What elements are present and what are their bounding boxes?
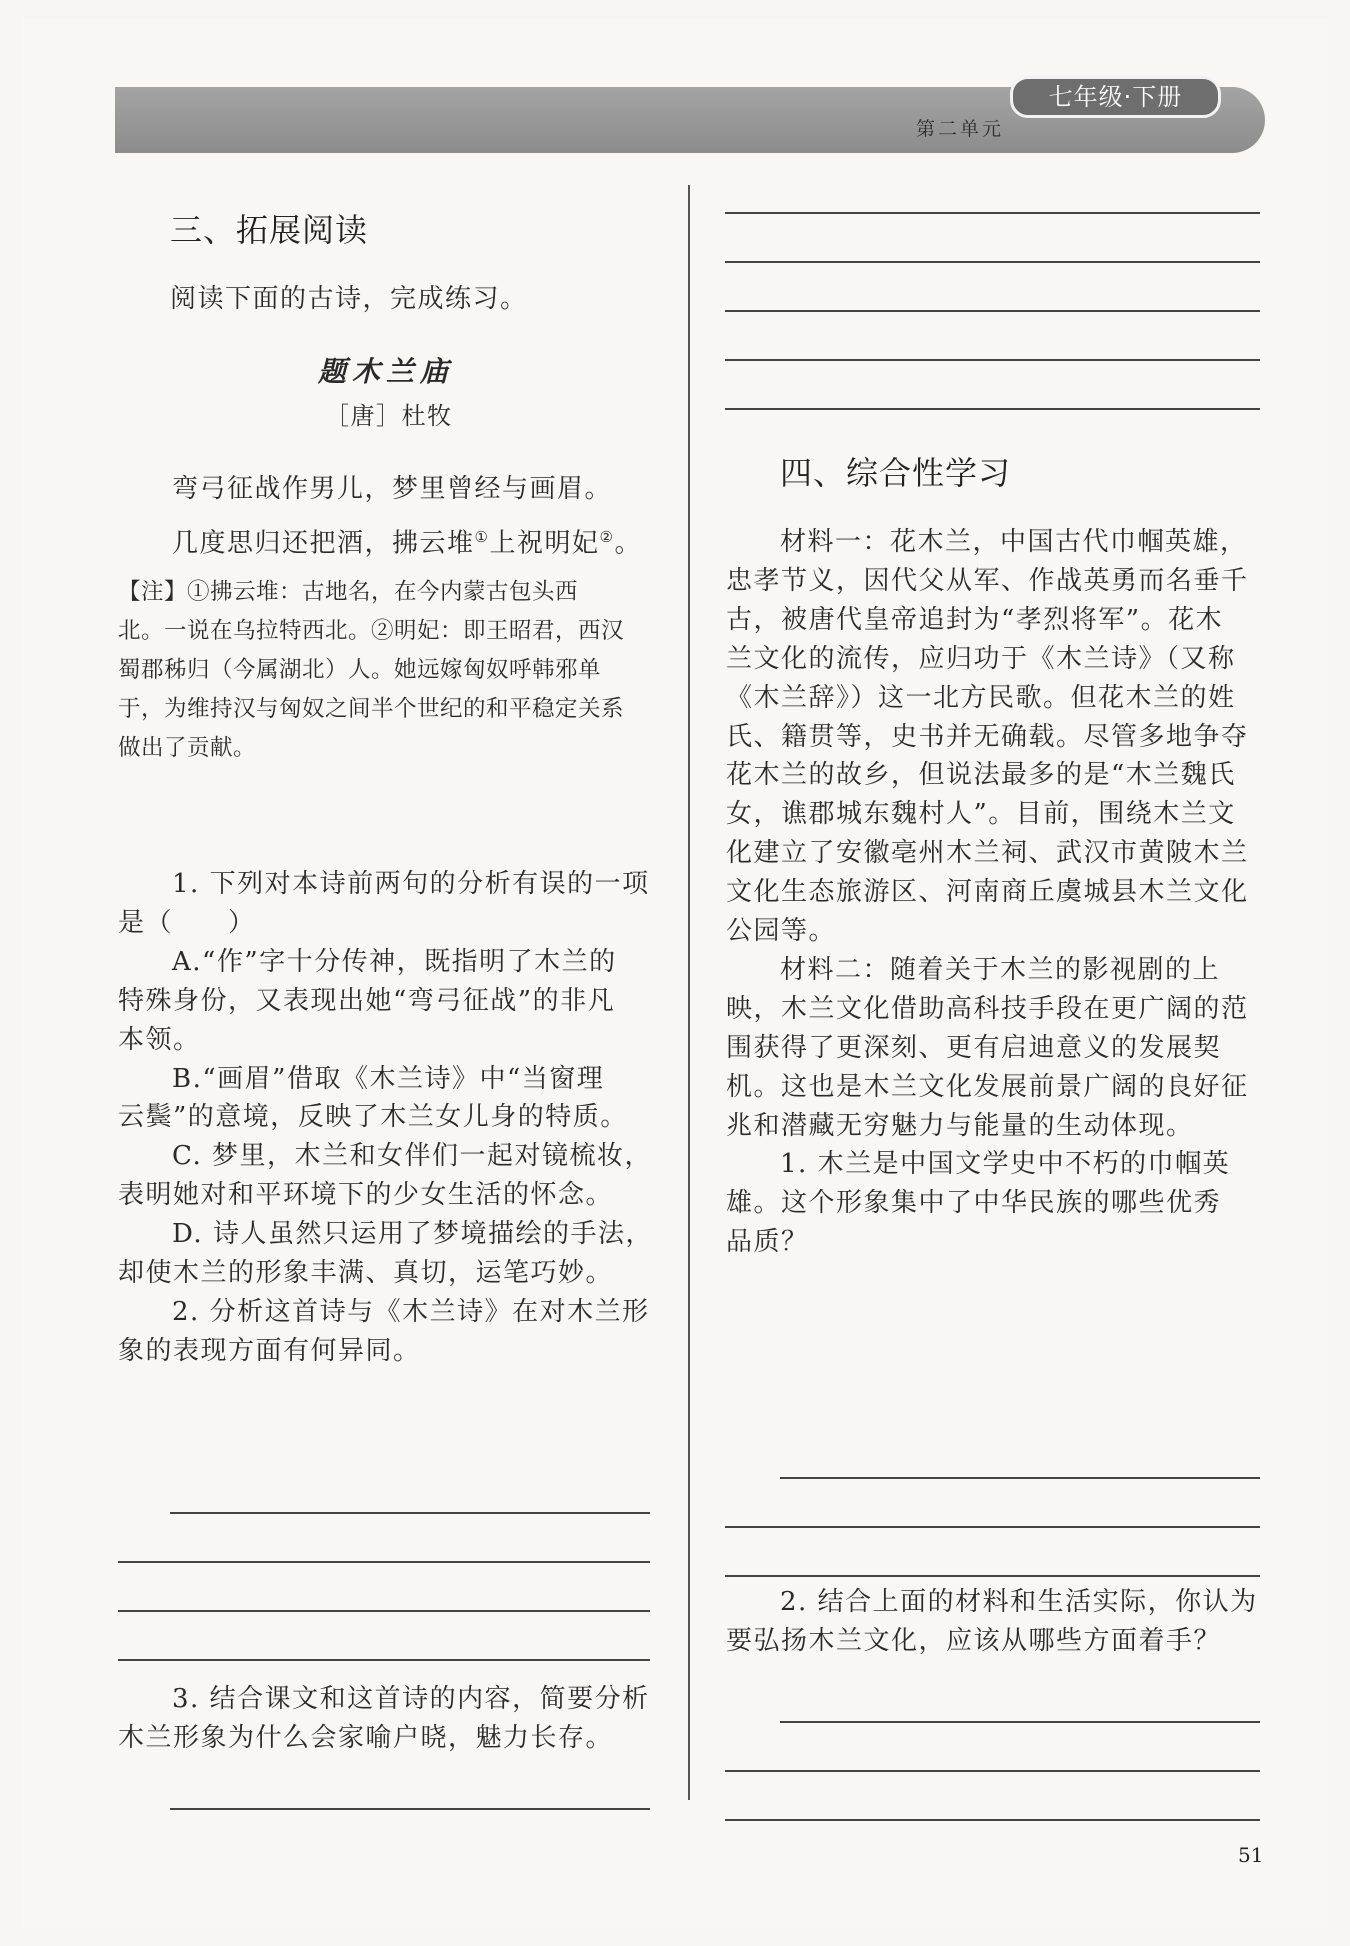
text-line: D. 诗人虽然只运用了梦境描绘的手法， <box>172 1219 653 1250</box>
answer-line <box>118 1659 650 1661</box>
text-line: 1. 下列对本诗前两句的分析有误的一项 <box>172 869 650 899</box>
text-line: 材料二：随着关于木兰的影视剧的上 <box>780 954 1221 985</box>
text-line: 公园等。 <box>726 916 837 946</box>
text-line: 映，木兰文化借助高科技手段在更广阔的范 <box>726 993 1249 1024</box>
text-line: 蜀郡秭归（今属湖北）人。她远嫁匈奴呼韩邪单 <box>118 656 602 683</box>
text-line: 【注】①拂云堆：古地名，在今内蒙古包头西 <box>118 579 579 605</box>
text-line: A.“作”字十分传神，既指明了木兰的 <box>172 946 617 977</box>
answer-line <box>725 359 1260 361</box>
answer-line <box>725 212 1260 214</box>
grade-tab: 七年级·下册 <box>1010 76 1221 118</box>
text-line: 机。这也是木兰文化发展前景广阔的良好征 <box>726 1071 1249 1102</box>
footnote-mark-1: ① <box>474 528 490 546</box>
text-line: 兰文化的流传，应归功于《木兰诗》（又称 <box>726 643 1236 674</box>
text-line: 花木兰的故乡，但说法最多的是“木兰魏氏 <box>726 760 1236 791</box>
text-line: 兆和潜藏无穷魅力与能量的生动体现。 <box>726 1110 1194 1141</box>
reading-intro: 阅读下面的古诗，完成练习。 <box>170 284 528 314</box>
text-line: 2. 分析这首诗与《木兰诗》在对木兰形 <box>172 1296 650 1327</box>
page-number: 51 <box>1238 1843 1264 1867</box>
text-line: 却使木兰的形象丰满、真切，运笔巧妙。 <box>118 1258 614 1288</box>
text-line: 是（ ） <box>118 907 256 938</box>
text-line: C. 梦里，木兰和女伴们一起对镜梳妆， <box>172 1141 652 1172</box>
answer-line <box>725 1575 1260 1577</box>
text-line: 围获得了更深刻、更有启迪意义的发展契 <box>726 1032 1222 1063</box>
poem-line-2: 几度思归还把酒，拂云堆①上祝明妃②。 <box>172 528 642 559</box>
text-line: 云鬓”的意境，反映了木兰女儿身的特质。 <box>118 1102 628 1133</box>
column-divider <box>688 185 690 1800</box>
text-line: 本领。 <box>118 1024 201 1055</box>
answer-line <box>725 1770 1260 1772</box>
answer-line <box>725 261 1260 263</box>
text-line: 忠孝节义，因代父从军、作战英勇而名垂千 <box>726 565 1249 596</box>
text-line: 文化生态旅游区、河南商丘虞城县木兰文化 <box>726 877 1249 908</box>
text-line: 于，为维持汉与匈奴之间半个世纪的和平稳定关系 <box>118 695 625 722</box>
text-line: 表明她对和平环境下的少女生活的怀念。 <box>118 1180 614 1211</box>
answer-line <box>780 1721 1260 1723</box>
text-line: 1. 木兰是中国文学史中不朽的巾帼英 <box>780 1149 1231 1180</box>
text-line: 《木兰辞》）这一北方民歌。但花木兰的姓 <box>726 682 1236 713</box>
answer-line <box>118 1561 650 1563</box>
text-line: 特殊身份，又表现出她“弯弓征战”的非凡 <box>118 985 616 1016</box>
text-line: 品质？ <box>726 1227 809 1258</box>
section-title-comprehensive: 四、综合性学习 <box>780 454 1012 492</box>
text-line: 木兰形象为什么会家喻户晓，魅力长存。 <box>118 1722 614 1753</box>
text-line: 象的表现方面有何异同。 <box>118 1335 421 1366</box>
text-line: 古，被唐代皇帝追封为“孝烈将军”。花木 <box>726 604 1224 635</box>
text-line: 材料一：花木兰，中国古代巾帼英雄， <box>780 527 1248 557</box>
answer-line <box>170 1808 650 1810</box>
poem-title: 题木兰庙 <box>318 355 455 388</box>
answer-line <box>170 1512 650 1514</box>
poem-author: ［唐］杜牧 <box>325 402 453 430</box>
section-title-reading: 三、拓展阅读 <box>170 211 369 249</box>
answer-line <box>118 1610 650 1612</box>
text-line: 2. 结合上面的材料和生活实际，你认为 <box>780 1587 1258 1617</box>
text-line: B.“画眉”借取《木兰诗》中“当窗理 <box>172 1063 605 1094</box>
text-line: 北。一说在乌拉特西北。②明妃：即王昭君，西汉 <box>118 617 625 644</box>
text-line: 化建立了安徽亳州木兰祠、武汉市黄陂木兰 <box>726 838 1249 869</box>
answer-line <box>780 1477 1260 1479</box>
answer-line <box>725 1526 1260 1528</box>
answer-line <box>725 310 1260 312</box>
text-line: 3. 结合课文和这首诗的内容，简要分析 <box>172 1684 650 1714</box>
text-line: 要弘扬木兰文化，应该从哪些方面着手？ <box>726 1625 1222 1656</box>
poem-line-1: 弯弓征战作男儿，梦里曾经与画眉。 <box>172 474 613 504</box>
footnote-mark-2: ② <box>599 528 615 546</box>
answer-line <box>725 1819 1260 1821</box>
answer-line <box>725 408 1260 410</box>
text-line: 女，谯郡城东魏村人”。目前，围绕木兰文 <box>726 799 1236 830</box>
text-line: 做出了贡献。 <box>118 734 257 761</box>
unit-label: 第二单元 <box>915 118 1004 140</box>
text-line: 氏、籍贯等，史书并无确载。尽管多地争夺 <box>726 721 1249 752</box>
text-line: 雄。这个形象集中了中华民族的哪些优秀 <box>726 1188 1222 1219</box>
